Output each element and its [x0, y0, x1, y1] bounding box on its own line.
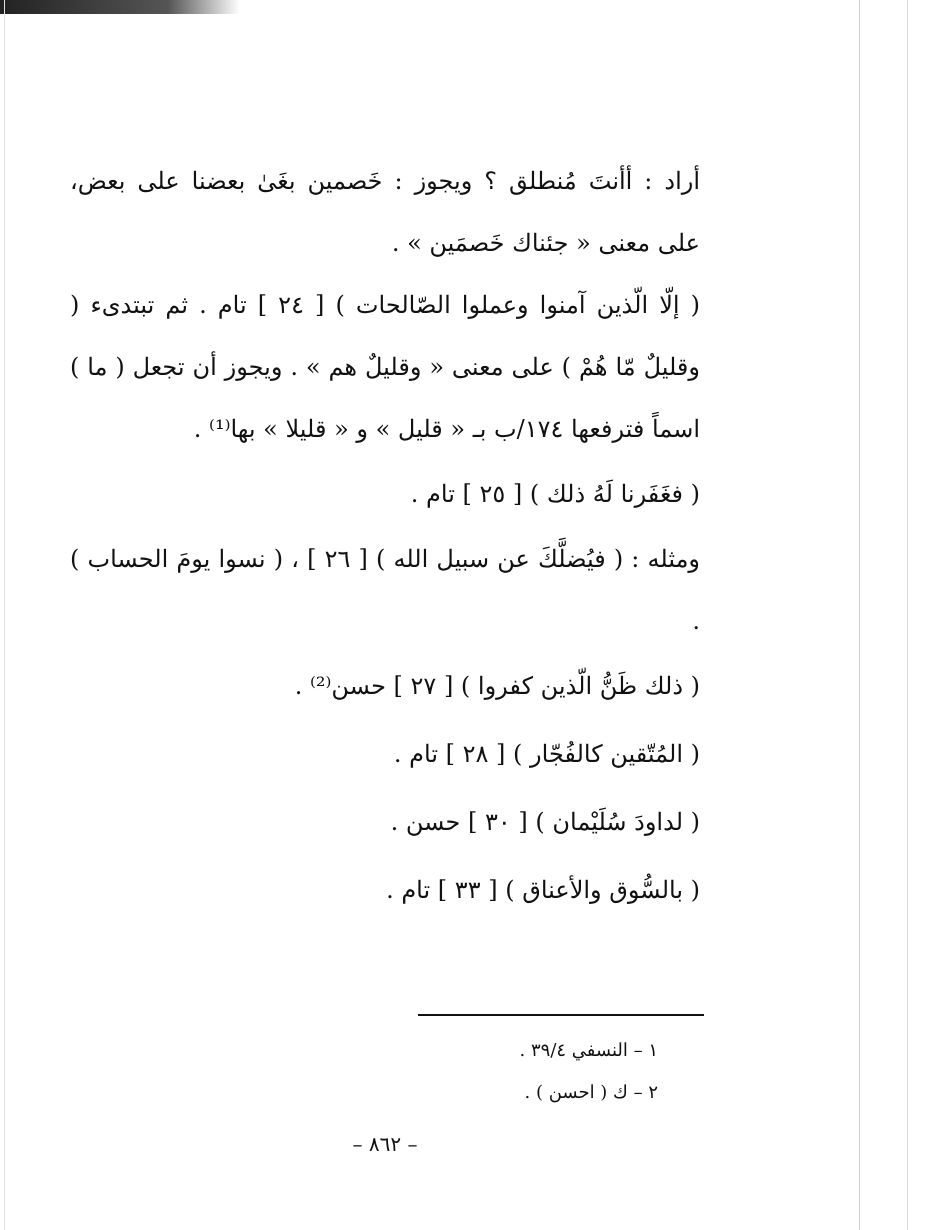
verse-line-33: ( بالسُّوق والأعناق ) [ ٣٣ ] تام .: [386, 876, 700, 904]
page-number: – ٨٦٢ –: [352, 1132, 418, 1156]
paragraph-3: ومثله : ( فيُضلَّكَ عن سبيل الله ) [ ٢٦ ] ، ( نسوا يومَ الحساب ) .: [70, 545, 701, 635]
scan-edge-shadow: [0, 0, 240, 14]
footnote-separator: [418, 1014, 704, 1016]
page-body: [70, 150, 700, 924]
scan-border-right: [859, 0, 860, 1230]
verse-line-25: ( فغَفَرنا لَهُ ذلك ) [ ٢٥ ] تام .: [410, 480, 700, 508]
footnotes: [418, 1030, 658, 1114]
verse-line-30: ( لداودَ سُلَيْمان ) [ ٣٠ ] حسن .: [390, 808, 700, 836]
scan-border-left: [4, 0, 5, 1230]
footnote-2: ٢ – ك ( احسن ) .: [524, 1082, 658, 1103]
scan-border-right-outer: [907, 0, 908, 1230]
verse-line-27: ( ذلك ظَنُّ الّذين كفروا ) [ ٢٧ ] حسن⁽²⁾ .: [294, 672, 700, 700]
verse-line-28: ( المُتّقين كالفُجّار ) [ ٢٨ ] تام .: [393, 740, 700, 768]
paragraph-2: ( إلّا الّذين آمنوا وعملوا الصّالحات ) [ ٢٤ ] تام . ثم تبتدىء ( وقليلٌ مّا هُمْ ) على معنى « وقليلٌ هم » . ويجوز أن تجعل ( ما ) اسماً فترفعها ١٧٤/ب بـ « قليل » و « قليلا » بها⁽¹⁾ .: [70, 291, 701, 443]
footnote-1: ١ – النسفي ٣٩/٤ .: [519, 1040, 658, 1061]
paragraph-1: أراد : أأنتَ مُنطلق ؟ ويجوز : خَصمين بغَىٰ بعضنا على بعض، على معنى « جئناك خَصمَين » .: [70, 167, 700, 257]
